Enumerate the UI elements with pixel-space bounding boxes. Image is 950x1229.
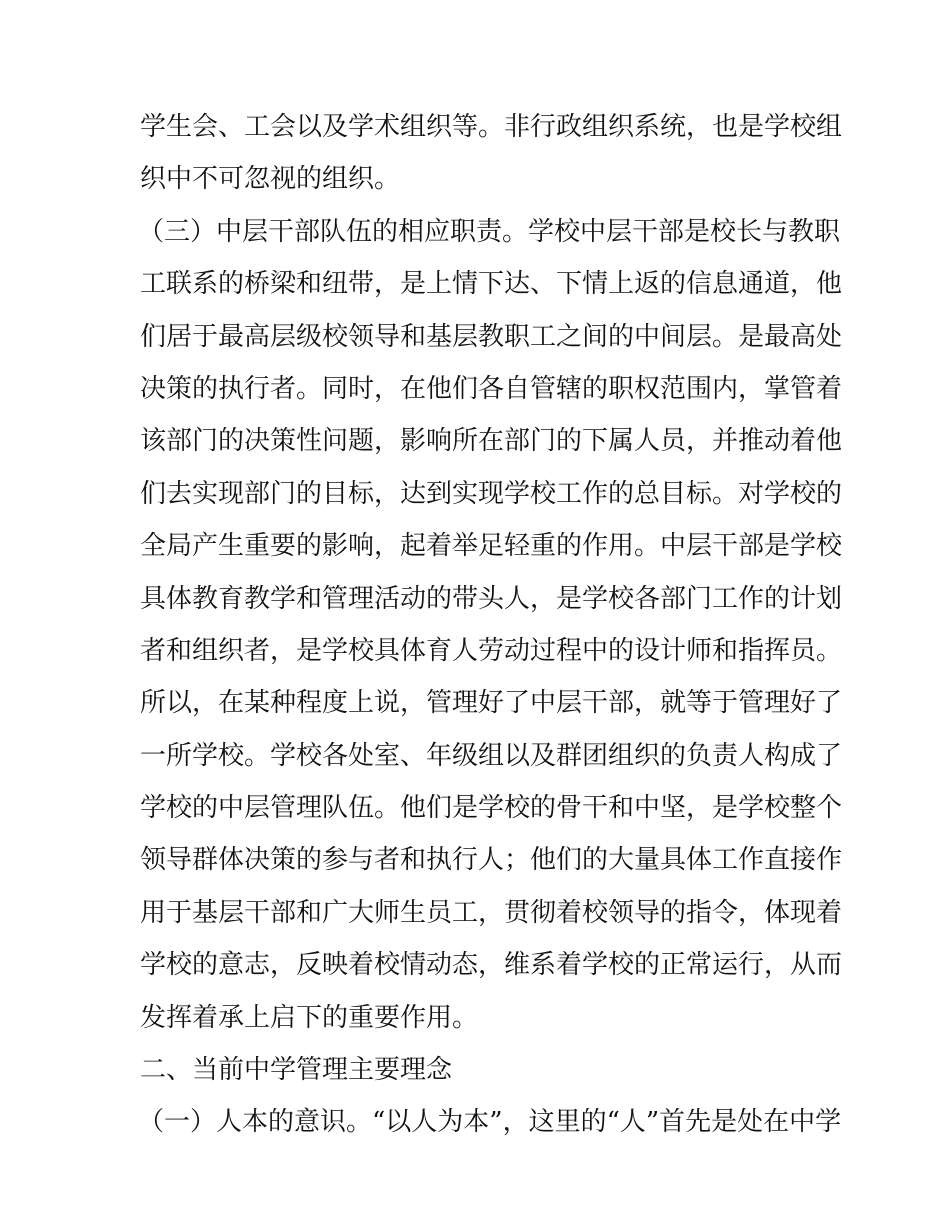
text-line: 学校的意志，反映着校情动态，维系着学校的正常运行，从而 (140, 950, 843, 981)
body-text (138, 101, 843, 1149)
text-line: 具体教育教学和管理活动的带头人，是学校各部门工作的计划 (140, 583, 843, 614)
section-heading-line: （三）中层干部队伍的相应职责。学校中层干部是校长与教职 (138, 216, 841, 247)
section-title: 二、当前中学管理主要理念 (140, 1055, 453, 1086)
text-line: 一所学校。学校各处室、年级组以及群团组织的负责人构成了 (140, 740, 843, 771)
text-line: 全局产生重要的影响，起着举足轻重的作用。中层干部是学校 (140, 531, 843, 562)
text-line: 决策的执行者。同时，在他们各自管辖的职权范围内，掌管着 (140, 373, 843, 404)
text-line: 用于基层干部和广大师生员工，贯彻着校领导的指令，体现着 (140, 897, 843, 928)
text-line: 们居于最高层级校领导和基层教职工之间的中间层。是最高处 (140, 321, 843, 352)
text-line: 们去实现部门的目标，达到实现学校工作的总目标。对学校的 (140, 478, 843, 509)
text-line: 领导群体决策的参与者和执行人；他们的大量具体工作直接作 (140, 845, 843, 876)
text-line: 者和组织者，是学校具体育人劳动过程中的设计师和指挥员。 (140, 635, 843, 666)
text-line: 学生会、工会以及学术组织等。非行政组织系统，也是学校组 (140, 112, 843, 142)
text-line: 该部门的决策性问题，影响所在部门的下属人员，并推动着他 (140, 426, 843, 457)
text-line: 所以，在某种程度上说，管理好了中层干部，就等于管理好了 (140, 688, 843, 719)
text-line: 工联系的桥梁和纽带，是上情下达、下情上返的信息通道，他 (140, 269, 843, 300)
text-line: 发挥着承上启下的重要作用。 (140, 1002, 479, 1033)
text-line: 学校的中层管理队伍。他们是学校的骨干和中坚，是学校整个 (140, 793, 843, 824)
section-heading-line: （一）人本的意识。“以人为本”，这里的“人”首先是处在中学 (138, 1107, 842, 1138)
text-line: 织中不可忽视的组织。 (140, 164, 401, 195)
